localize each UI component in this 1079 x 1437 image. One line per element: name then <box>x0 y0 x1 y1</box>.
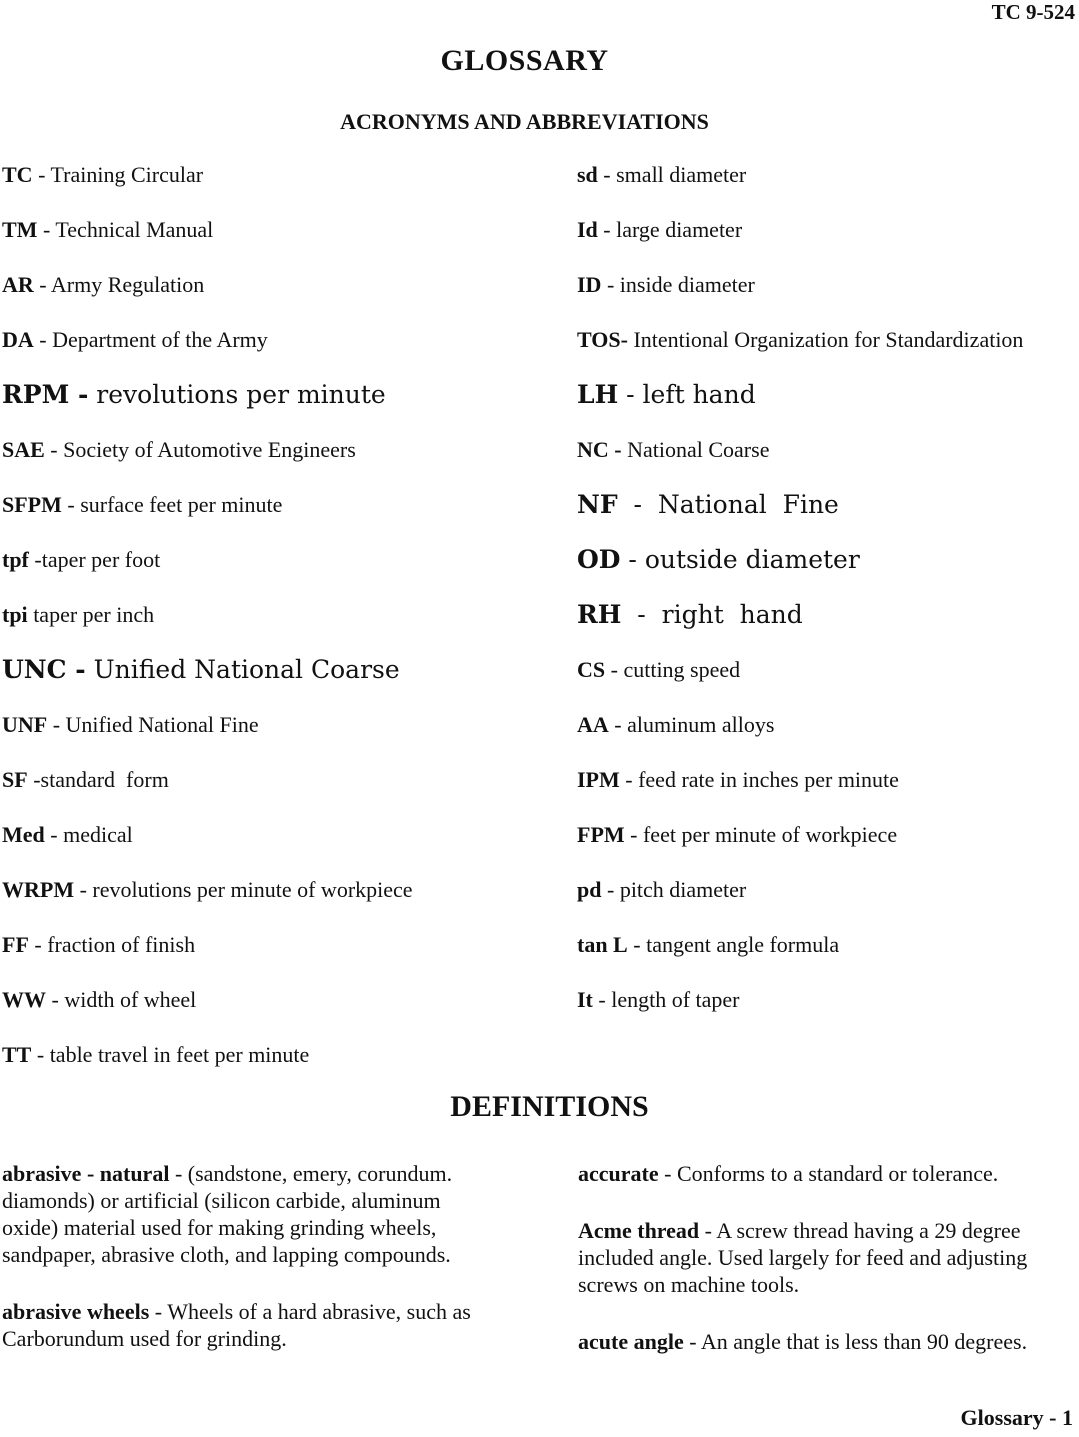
abbreviation-separator: - <box>624 822 643 847</box>
abbreviation-separator: - <box>618 380 643 409</box>
abbreviation-term: IPM <box>577 767 620 792</box>
abbreviation-separator <box>86 655 94 684</box>
abbreviation-term: FF <box>2 932 29 957</box>
abbreviation-separator: - <box>47 712 66 737</box>
abbreviation-entry <box>2 323 562 378</box>
abbreviation-term: tpf <box>2 547 29 572</box>
abbreviation-term: RPM - <box>2 380 89 409</box>
abbreviation-description: tangent angle formula <box>646 932 840 957</box>
abbreviation-description: revolutions per minute of workpiece <box>92 877 413 902</box>
abbreviation-description: Society of Automotive Engineers <box>63 437 356 462</box>
abbreviation-description: National Coarse <box>627 437 770 462</box>
abbreviation-description: taper per foot <box>41 547 161 572</box>
abbreviation-term: NF <box>577 490 618 519</box>
abbreviation-term: TC <box>2 162 33 187</box>
abbreviation-entry <box>577 983 1077 1038</box>
abbreviation-term: pd <box>577 877 602 902</box>
abbreviation-separator: - <box>592 987 612 1012</box>
abbreviation-description: length of taper <box>611 987 740 1012</box>
abbreviation-description: right hand <box>661 600 803 629</box>
definition-entry <box>578 1217 1078 1298</box>
abbreviation-description: left hand <box>642 380 756 409</box>
abbreviation-entry <box>2 598 562 653</box>
abbreviation-description: width of wheel <box>64 987 197 1012</box>
section-subtitle: ACRONYMS AND ABBREVIATIONS <box>340 109 709 134</box>
abbreviation-term: tan L <box>577 932 628 957</box>
abbreviation-separator: - <box>28 547 42 572</box>
abbreviation-term: UNF <box>2 712 48 737</box>
abbreviation-description: aluminum alloys <box>627 712 775 737</box>
abbreviation-description: National Fine <box>657 490 839 519</box>
abbreviation-entry <box>577 928 1077 983</box>
abbreviation-description: feet per minute of workpiece <box>642 822 898 847</box>
abbreviation-separator: - <box>608 712 628 737</box>
abbreviation-separator: - <box>44 437 64 462</box>
abbreviation-separator: - <box>601 272 620 297</box>
abbreviation-entry <box>577 268 1077 323</box>
abbreviation-entry <box>577 378 1077 433</box>
abbreviation-term: sd <box>577 162 598 187</box>
definitions-heading: DEFINITIONS <box>450 1090 649 1123</box>
abbreviation-description: feed rate in inches per minute <box>638 767 899 792</box>
abbreviation-description: Army Regulation <box>50 272 205 297</box>
abbreviation-description: Department of the Army <box>52 327 268 352</box>
abbreviation-description: large diameter <box>616 217 743 242</box>
abbreviation-entry <box>577 323 1077 378</box>
definition-text: - Wheels of a hard abrasive, such as Carborundum used for grinding. <box>2 1299 471 1351</box>
abbreviation-separator: - <box>620 545 645 574</box>
abbreviation-description: Unified National Coarse <box>93 655 400 684</box>
abbreviation-description: cutting speed <box>623 657 741 682</box>
abbreviation-entry <box>2 158 562 213</box>
definition-entry <box>2 1298 502 1352</box>
abbreviation-term: CS <box>577 657 606 682</box>
abbreviation-entry <box>2 433 562 488</box>
abbreviation-term: SF <box>2 767 28 792</box>
abbreviation-entry <box>2 873 562 928</box>
abbreviation-entry <box>2 268 562 323</box>
abbreviation-entry <box>2 543 562 598</box>
definition-entry <box>2 1160 502 1268</box>
abbreviation-separator: - <box>601 877 620 902</box>
abbreviation-entry <box>2 983 562 1038</box>
abbreviation-entry <box>577 433 1077 488</box>
abbreviation-description: Intentional Organization for Standardization <box>633 327 1024 352</box>
abbreviation-separator: - <box>33 327 53 352</box>
abbreviation-entry <box>577 653 1077 708</box>
abbreviation-term: RH <box>577 600 622 629</box>
abbreviation-term: WW <box>2 987 46 1012</box>
definition-term: abrasive - natural <box>2 1161 170 1186</box>
abbreviation-entry <box>577 488 1077 543</box>
abbreviation-entry <box>2 928 562 983</box>
abbreviation-separator: - <box>27 767 41 792</box>
definition-entry <box>578 1160 1078 1187</box>
abbreviation-description: taper per inch <box>33 602 155 627</box>
abbreviation-term: UNC - <box>2 655 86 684</box>
definitions-left-column <box>2 1160 502 1382</box>
abbreviation-entry <box>577 213 1077 268</box>
definition-term: abrasive wheels <box>2 1299 150 1324</box>
abbreviation-term: OD <box>577 545 621 574</box>
abbreviation-term: ID <box>577 272 602 297</box>
definition-term: accurate <box>578 1161 659 1186</box>
abbreviation-entry <box>2 708 562 763</box>
abbreviation-entry <box>577 158 1077 213</box>
abbreviation-entry <box>577 763 1077 818</box>
abbreviation-entry <box>577 873 1077 928</box>
abbreviation-separator: - <box>44 822 64 847</box>
abbreviation-term: LH <box>577 380 619 409</box>
abbreviation-description: inside diameter <box>619 272 755 297</box>
definition-entry <box>578 1328 1078 1355</box>
definitions-right-column <box>578 1160 1078 1385</box>
abbreviation-separator: - <box>605 657 624 682</box>
abbreviation-entry <box>577 543 1077 598</box>
abbreviation-term: FPM <box>577 822 625 847</box>
abbreviation-term: WRPM <box>2 877 75 902</box>
abbreviation-description: Training Circular <box>50 162 204 187</box>
definition-term: Acme thread <box>578 1218 700 1243</box>
abbreviation-separator: - <box>28 932 48 957</box>
abbreviation-separator: - <box>31 1042 50 1067</box>
page-title: GLOSSARY <box>440 44 609 77</box>
abbreviation-description: surface feet per minute <box>80 492 283 517</box>
abbreviation-separator: - <box>37 217 56 242</box>
abbreviation-separator: - <box>621 600 662 629</box>
definition-text: - Conforms to a standard or tolerance. <box>658 1161 999 1186</box>
abbreviation-separator: - <box>597 217 617 242</box>
abbreviation-separator: - <box>74 877 93 902</box>
abbreviation-term: Id <box>577 217 598 242</box>
definition-text: - A screw thread having a 29 degree included angle. Used largely for feed and adjusting screws on machine tools. <box>578 1218 1028 1297</box>
definition-text: - (sandstone, emery, corundum. diamonds) or artificial (silicon carbide, aluminum oxide) material used for making grinding wheels, sandpaper, abrasive cloth, and lapping compounds. <box>2 1161 453 1267</box>
abbreviation-term: TT <box>2 1042 32 1067</box>
page-footer: Glossary - 1 <box>960 1405 1073 1430</box>
abbreviation-description: medical <box>63 822 133 847</box>
abbreviation-separator: - <box>32 162 51 187</box>
abbreviation-term: SAE <box>2 437 45 462</box>
abbreviation-description: Unified National Fine <box>65 712 259 737</box>
abbreviations-right-column <box>577 158 1077 1038</box>
abbreviation-description: Technical Manual <box>55 217 214 242</box>
abbreviation-separator: - <box>619 767 639 792</box>
abbreviation-entry <box>577 598 1077 653</box>
abbreviation-term: TOS- <box>577 327 628 352</box>
abbreviation-entry <box>2 763 562 818</box>
abbreviation-term: It <box>577 987 593 1012</box>
abbreviation-term: SFPM <box>2 492 62 517</box>
abbreviation-separator: - <box>61 492 81 517</box>
abbreviation-entry <box>2 488 562 543</box>
abbreviation-entry <box>2 1038 562 1093</box>
abbreviation-entry <box>2 818 562 873</box>
abbreviation-entry <box>2 378 562 433</box>
abbreviation-entry <box>2 213 562 268</box>
definition-text: - An angle that is less than 90 degrees. <box>683 1329 1028 1354</box>
abbreviation-description: outside diameter <box>644 545 860 574</box>
abbreviation-term: TM <box>2 217 38 242</box>
abbreviation-separator: - <box>46 987 65 1012</box>
abbreviation-term: AA <box>577 712 609 737</box>
abbreviation-term: tpi <box>2 602 28 627</box>
abbreviations-left-column <box>2 158 562 1093</box>
abbreviation-term: DA <box>2 327 34 352</box>
abbreviation-description: table travel in feet per minute <box>49 1042 310 1067</box>
abbreviation-description: standard form <box>40 767 169 792</box>
abbreviation-description: small diameter <box>616 162 747 187</box>
abbreviation-description: revolutions per minute <box>96 380 386 409</box>
abbreviation-term: Med <box>2 822 45 847</box>
abbreviation-description: pitch diameter <box>619 877 747 902</box>
abbreviation-separator: - <box>597 162 617 187</box>
abbreviation-entry <box>2 653 562 708</box>
document-id: TC 9-524 <box>991 0 1075 24</box>
abbreviation-separator: - <box>627 932 647 957</box>
abbreviation-description: fraction of finish <box>47 932 196 957</box>
abbreviation-separator: - <box>33 272 51 297</box>
abbreviation-separator: - <box>617 490 658 519</box>
abbreviation-term: NC - <box>577 437 622 462</box>
abbreviation-entry <box>577 818 1077 873</box>
abbreviation-entry <box>577 708 1077 763</box>
definition-term: acute angle <box>578 1329 684 1354</box>
abbreviation-term: AR <box>2 272 34 297</box>
